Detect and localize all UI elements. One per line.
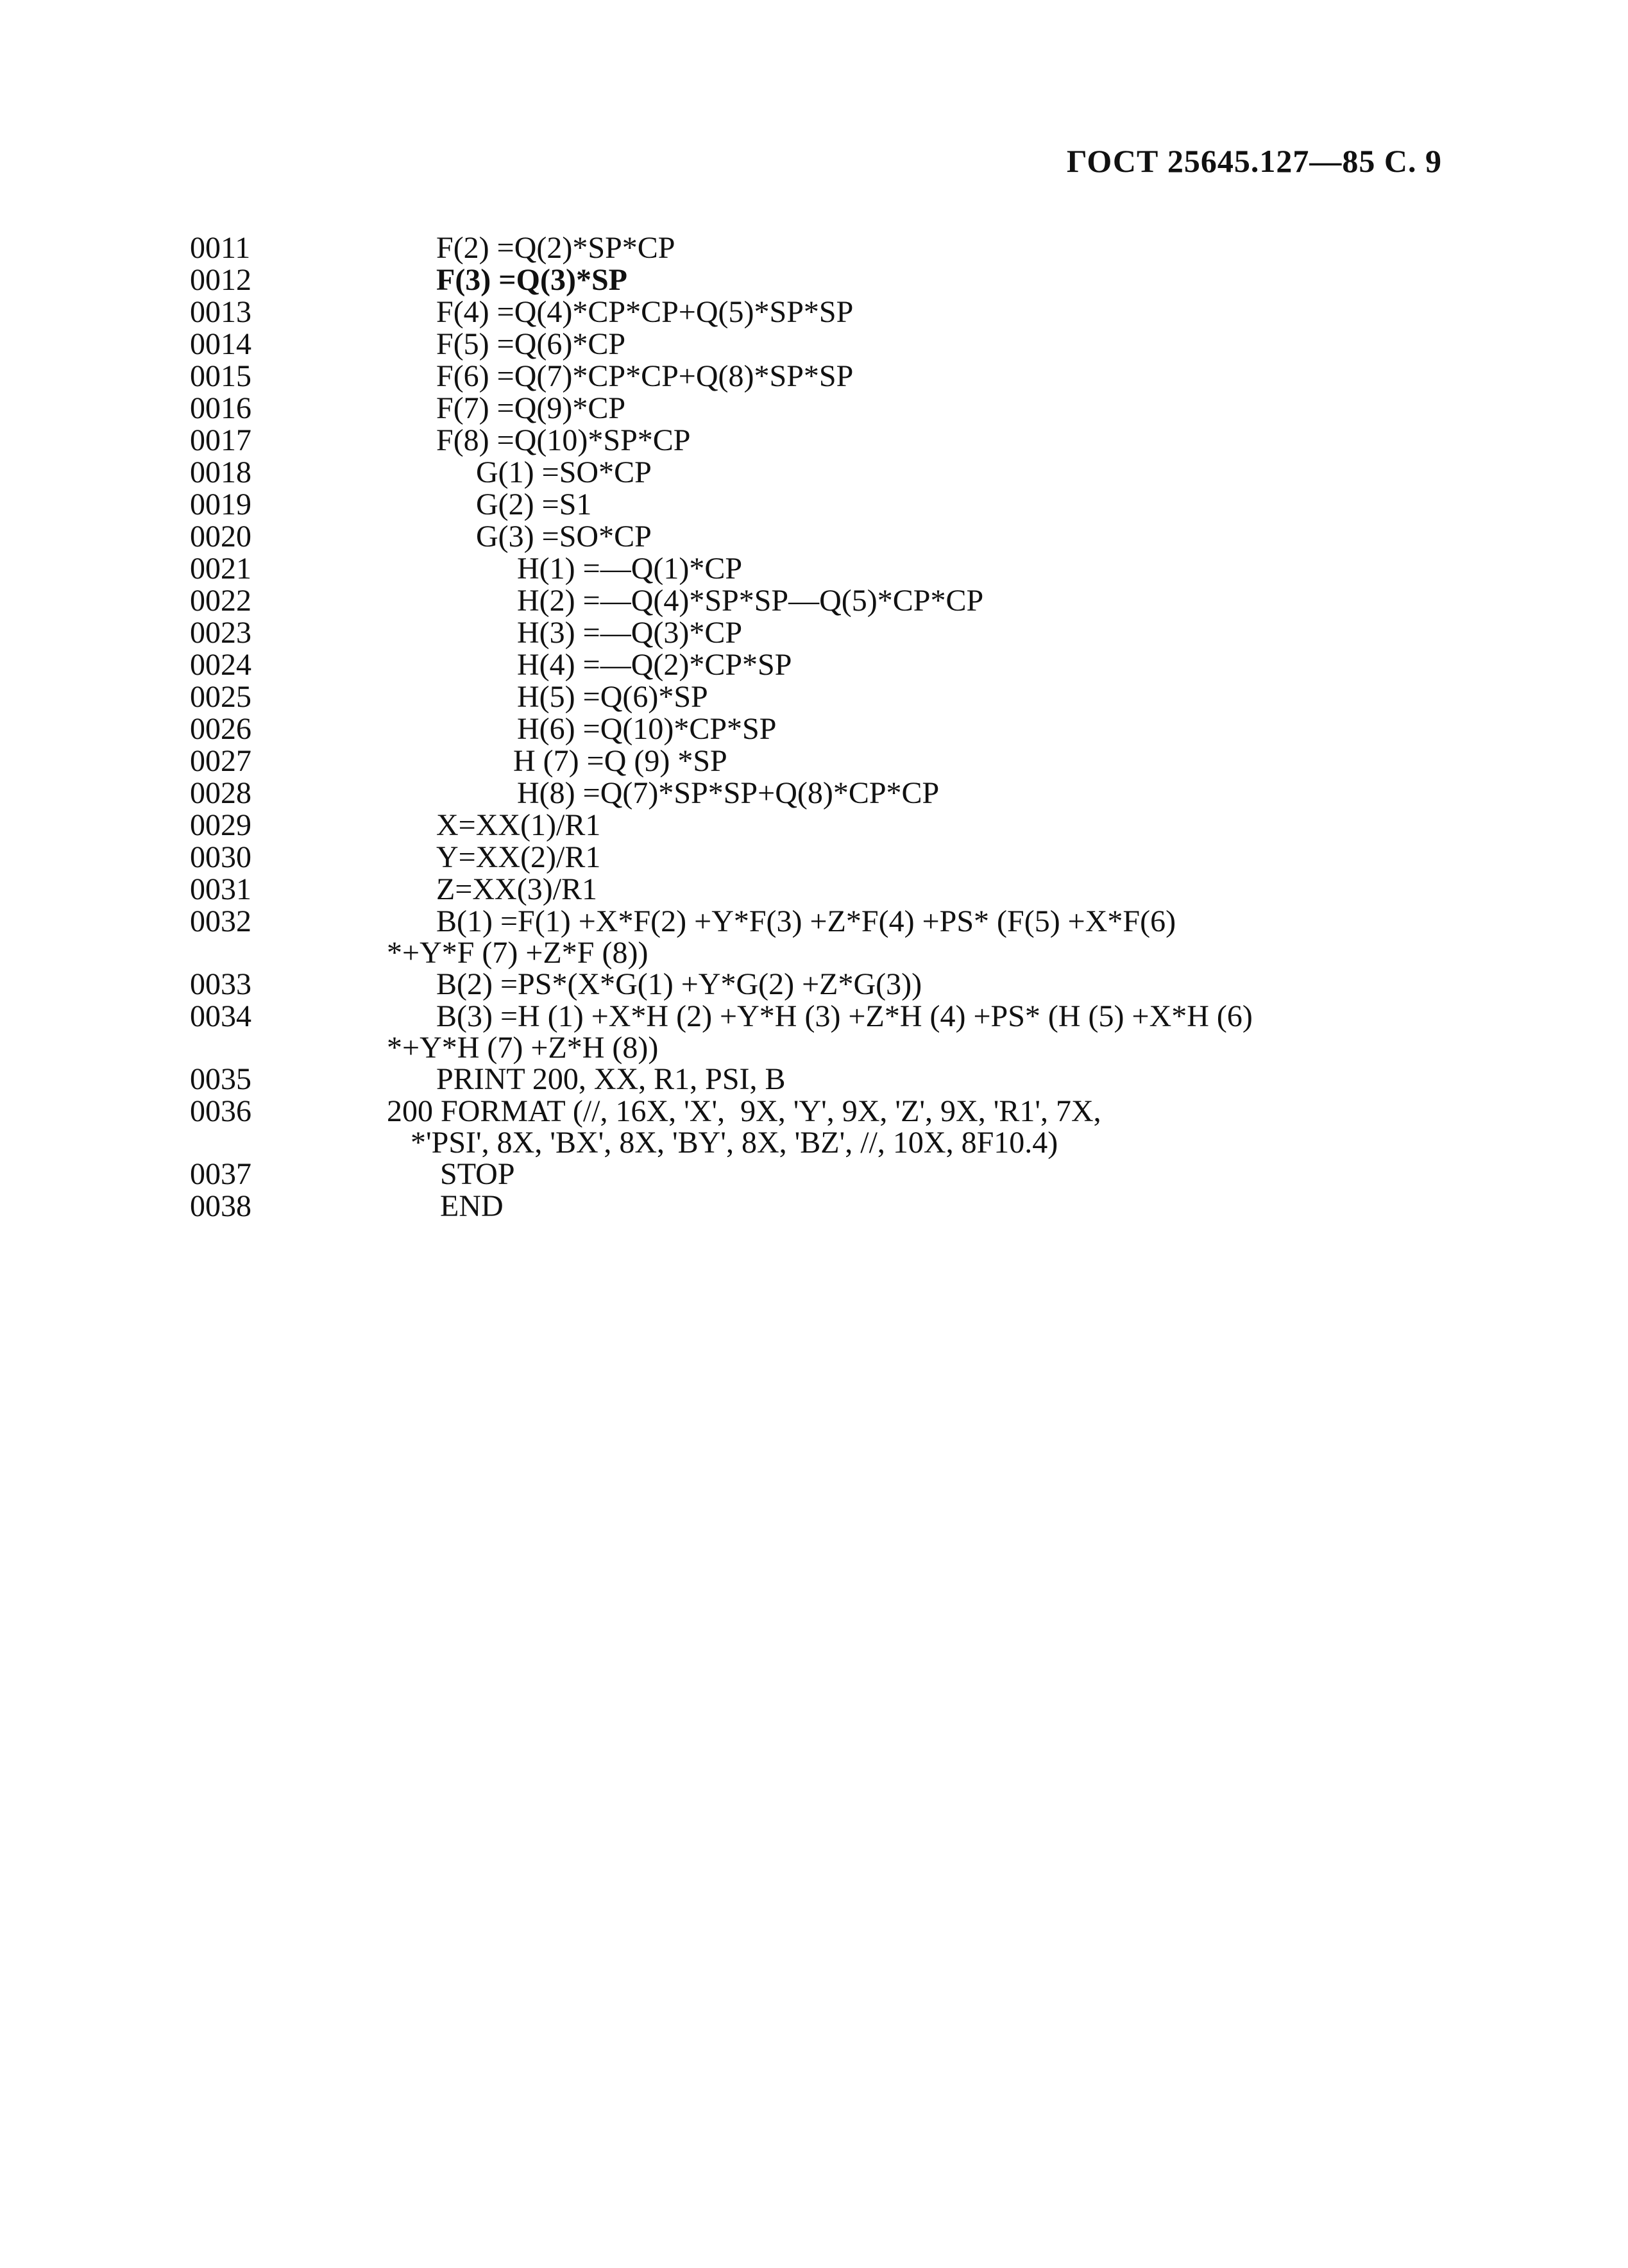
code-text: F(7) =Q(9)*CP: [436, 391, 626, 425]
code-text: H(3) =—Q(3)*CP: [517, 616, 743, 650]
code-text: H (7) =Q (9) *SP: [513, 744, 727, 778]
code-line: [0, 425, 1628, 457]
line-number: 0026: [190, 712, 251, 746]
code-line: [0, 1190, 1628, 1223]
code-text: *+Y*F (7) +Z*F (8)): [387, 936, 649, 970]
line-number: 0023: [190, 616, 251, 650]
page-header: ГОСТ 25645.127—85 С. 9: [1066, 143, 1442, 179]
code-text: G(1) =SO*CP: [476, 455, 652, 489]
code-line: [0, 649, 1628, 681]
line-number: 0035: [190, 1062, 251, 1096]
code-text: H(6) =Q(10)*CP*SP: [517, 712, 777, 746]
line-number: 0021: [190, 552, 251, 586]
line-number: 0017: [190, 423, 251, 457]
code-line: [0, 360, 1628, 393]
code-text: Y=XX(2)/R1: [436, 840, 601, 874]
code-text: H(5) =Q(6)*SP: [517, 680, 708, 714]
line-number: 0029: [190, 808, 251, 842]
line-number: 0024: [190, 648, 251, 682]
line-number: 0014: [190, 327, 251, 361]
line-number: 0036: [190, 1094, 251, 1128]
code-text: F(5) =Q(6)*CP: [436, 327, 626, 361]
line-number: 0031: [190, 872, 251, 906]
code-text: *'PSI', 8X, 'BX', 8X, 'BY', 8X, 'BZ', //, 10X, 8F10.4): [411, 1126, 1058, 1160]
code-line: [0, 553, 1628, 585]
code-continuation-line: [0, 1033, 1628, 1063]
line-number: 0025: [190, 680, 251, 714]
code-text: Z=XX(3)/R1: [436, 872, 598, 906]
code-continuation-line: [0, 938, 1628, 969]
code-text: X=XX(1)/R1: [436, 808, 601, 842]
code-text: B(1) =F(1) +X*F(2) +Y*F(3) +Z*F(4) +PS* (F(5) +X*F(6): [436, 904, 1176, 938]
code-line: [0, 457, 1628, 489]
code-text: B(2) =PS*(X*G(1) +Y*G(2) +Z*G(3)): [436, 967, 922, 1001]
code-text: *+Y*H (7) +Z*H (8)): [387, 1031, 659, 1065]
code-line: [0, 393, 1628, 425]
line-number: 0033: [190, 967, 251, 1001]
code-continuation-line: [0, 1128, 1628, 1158]
code-line: [0, 1158, 1628, 1190]
code-line: [0, 1001, 1628, 1033]
line-number: 0034: [190, 999, 251, 1033]
code-line: [0, 745, 1628, 777]
line-number: 0030: [190, 840, 251, 874]
line-number: 0037: [190, 1157, 251, 1191]
code-text: B(3) =H (1) +X*H (2) +Y*H (3) +Z*H (4) +PS* (H (5) +X*H (6): [436, 999, 1253, 1033]
line-number: 0012: [190, 263, 251, 297]
line-number: 0016: [190, 391, 251, 425]
code-text: END: [440, 1189, 504, 1223]
code-line: [0, 1096, 1628, 1128]
code-line: [0, 1063, 1628, 1096]
code-line: [0, 713, 1628, 745]
code-line: [0, 232, 1628, 264]
code-text: G(2) =S1: [476, 487, 592, 521]
line-number: 0018: [190, 455, 251, 489]
code-text: F(3) =Q(3)*SP: [436, 263, 627, 297]
code-line: [0, 264, 1628, 296]
code-line: [0, 521, 1628, 553]
line-number: 0013: [190, 295, 251, 329]
code-line: [0, 681, 1628, 713]
code-text: H(1) =—Q(1)*CP: [517, 552, 743, 586]
line-number: 0019: [190, 487, 251, 521]
code-line: [0, 585, 1628, 617]
code-line: [0, 777, 1628, 809]
code-text: F(2) =Q(2)*SP*CP: [436, 231, 675, 265]
code-line: [0, 842, 1628, 874]
code-text: H(4) =—Q(2)*CP*SP: [517, 648, 792, 682]
line-number: 0028: [190, 776, 251, 810]
line-number: 0020: [190, 520, 251, 554]
code-listing: [0, 232, 1628, 1223]
line-number: 0027: [190, 744, 251, 778]
code-line: [0, 906, 1628, 938]
code-text: 200 FORMAT (//, 16X, 'X', 9X, 'Y', 9X, 'Z', 9X, 'R1', 7X,: [387, 1094, 1101, 1128]
code-text: H(8) =Q(7)*SP*SP+Q(8)*CP*CP: [517, 776, 940, 810]
code-line: [0, 617, 1628, 649]
code-text: F(8) =Q(10)*SP*CP: [436, 423, 691, 457]
line-number: 0011: [190, 231, 251, 265]
line-number: 0015: [190, 359, 251, 393]
code-line: [0, 328, 1628, 360]
code-line: [0, 296, 1628, 328]
code-text: F(4) =Q(4)*CP*CP+Q(5)*SP*SP: [436, 295, 854, 329]
code-line: [0, 489, 1628, 521]
code-text: PRINT 200, XX, R1, PSI, B: [436, 1062, 786, 1096]
code-line: [0, 809, 1628, 842]
line-number: 0022: [190, 584, 251, 618]
code-line: [0, 969, 1628, 1001]
code-text: STOP: [440, 1157, 515, 1191]
line-number: 0032: [190, 904, 251, 938]
code-text: G(3) =SO*CP: [476, 520, 652, 554]
code-line: [0, 874, 1628, 906]
code-text: F(6) =Q(7)*CP*CP+Q(8)*SP*SP: [436, 359, 854, 393]
code-text: H(2) =—Q(4)*SP*SP—Q(5)*CP*CP: [517, 584, 984, 618]
line-number: 0038: [190, 1189, 251, 1223]
